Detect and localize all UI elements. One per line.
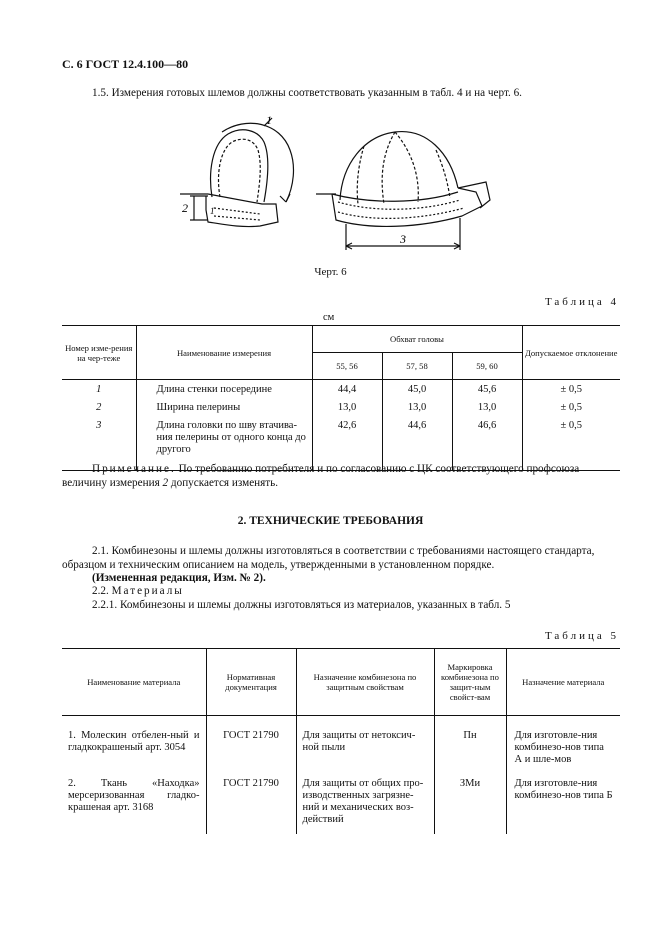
side-cape <box>180 194 278 227</box>
t4-header-tolerance: Допускаемое отклонение <box>522 326 620 380</box>
fig-label-1-small: 1 <box>210 206 215 216</box>
t4-header-group: Обхват головы <box>312 326 522 353</box>
t5-header-doc: Нормативная документация <box>206 649 296 716</box>
table5-caption: Таблица 5 <box>544 630 619 642</box>
t4-header-size: 59, 60 <box>452 353 522 380</box>
t5-header-use: Назначение материала <box>522 677 605 687</box>
front-dome <box>340 132 458 200</box>
note-label: Примечание. <box>92 463 176 475</box>
table-row: 1. Молескин отбелен-ный и гладкокрашеный арт. 3054 ГОСТ 21790 Для защиты от нетоксич-ной пыли Пн Для изготовле-ния комбинезо-нов типа А и шле-мов <box>62 716 620 767</box>
t4-header-size: 57, 58 <box>382 353 452 380</box>
table-4 <box>62 325 620 471</box>
table-5 <box>62 648 620 834</box>
table-row: 2 Ширина пелерины 13,0 13,0 13,0 ± 0,5 <box>62 398 620 416</box>
side-seam <box>219 139 261 202</box>
paragraph-2-2-1: 2.2.1. Комбинезоны и шлемы должны изготовляться из материалов, указанных в табл. 5 <box>92 599 511 611</box>
t4-header-name: Наименование измерения <box>136 326 312 380</box>
t4-header-num: Номер изме-рения на чер-теже <box>62 326 136 380</box>
table-row: 3 Длина головки по шву втачива-ния пелерины от одного конца до другого 42,6 44,6 46,6 ± 0,5 <box>62 416 620 471</box>
t4-header-size: 55, 56 <box>312 353 382 380</box>
fig-label-3: 3 <box>400 232 406 246</box>
table-row: 1 Длина стенки посередине 44,4 45,0 45,6 ± 0,5 <box>62 380 620 399</box>
table4-caption: Таблица 4 <box>544 296 619 308</box>
figure-caption: Черт. 6 <box>314 266 347 278</box>
table-row: 2. Ткань «Находка» мерсеризованная гладко-крашеная арт. 3168 ГОСТ 21790 Для защиты от общих про-изводственных загрязне-ний и механических воз-действий ЗМи Для изготовле-ния комбинезо-нов типа Б <box>62 766 620 834</box>
intro-paragraph: 1.5. Измерения готовых шлемов должны соответствовать указанным в табл. 4 и на черт. 6. <box>92 87 522 99</box>
t5-header-marking: Маркировка комбинезона по защит-ным свойст-вам <box>434 649 506 716</box>
paragraph-2-1: 2.1. Комбинезоны и шлемы должны изготовляться в соответствии с требованиями настоящего стандарта, образцом и техническим описанием на модель, утвержденными в установленном порядке. <box>62 545 595 571</box>
table4-note: Примечание. По требованию потребителя и по согласованию с ЦК соответствующего профсоюза величину измерения 2 допускается изменять. <box>62 463 580 489</box>
helmet-figure <box>150 112 510 260</box>
t5-header-purpose: Назначение комбинезона по защитным свойствам <box>296 649 434 716</box>
section-title: 2. ТЕХНИЧЕСКИЕ ТРЕБОВАНИЯ <box>237 515 424 527</box>
amendment-note: (Измененная редакция, Изм. № 2). <box>92 572 266 584</box>
t5-header-material: Наименование материала <box>62 649 206 716</box>
fig-label-1: 1 <box>266 113 272 127</box>
paragraph-2-2: 2.2. Материалы <box>92 585 184 597</box>
page-header: С. 6 ГОСТ 12.4.100—80 <box>62 57 189 71</box>
table4-unit: см <box>323 312 335 323</box>
fig-label-2: 2 <box>182 201 188 215</box>
